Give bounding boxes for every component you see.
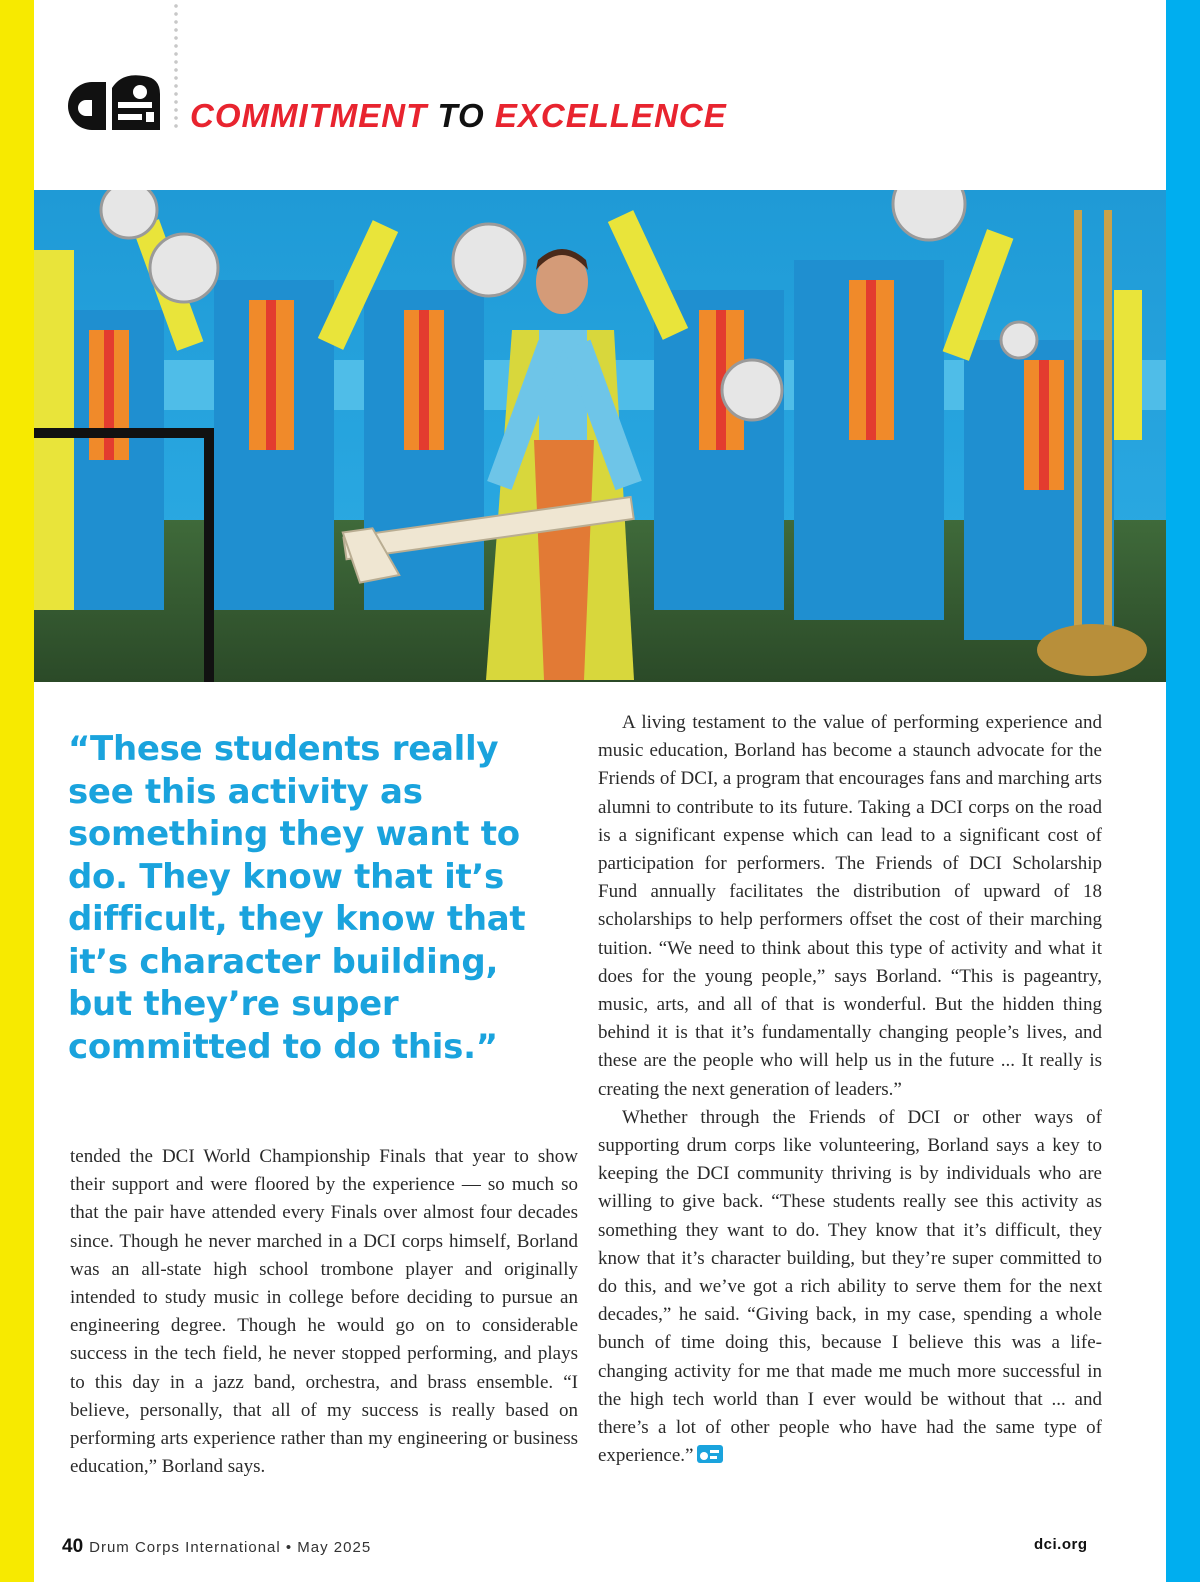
dotted-divider <box>173 2 179 130</box>
headline-word-excellence: EXCELLENCE <box>494 97 727 134</box>
publication-line: Drum Corps International • May 2025 <box>89 1539 372 1556</box>
body-paragraph: tended the DCI World Championship Finals that year to show their support and were floored by the experience — so much so that the pair have attended every Finals over almost four decades since. Though he never marched in a DCI corps himself, Borland was an all-state high school trombone player and originally intended to study music in college before deciding to pursue an engineering degree. Though he would go on to considerable success in the tech field, he never stopped performing, and plays to this day in a jazz band, orchestra, and brass ensemble. “I believe, personally, that all of my success is really based on performing arts experience rather than my engineering or business education,” Borland says. <box>70 1146 578 1478</box>
marching-performers-photo <box>34 190 1166 682</box>
body-paragraph-text: Whether through the Friends of DCI or other ways of supporting drum corps like volunteering, Borland says a key to keeping the DCI community thriving is by individuals who are willing to give back. “These students really see this activity as something they want to do. They know that it’s difficult, they know that it’s character building, but they’re super committed to do this, and we’ve got a rich ability to serve them for the next decades,” he said. “Giving back, in my case, spending a whole bunch of time doing this, because I believe this was a life-changing activity for me that made me much more successful in the high tech world than I ever would be without that ... and there’s a lot of other people who have had the same type of experience.” <box>598 1106 1102 1467</box>
pull-quote: “These students really see this activity as something they want to do. They know that it’s difficult, they know that it’s character building, but they’re super committed to do this.” <box>68 729 526 1067</box>
footer-website: dci.org <box>1034 1536 1088 1553</box>
dci-logo-icon <box>62 68 162 130</box>
article-column-right <box>598 709 1102 1470</box>
headline-word-to: TO <box>437 97 485 134</box>
left-color-bar <box>0 0 34 1582</box>
body-paragraph: A living testament to the value of performing experience and music education, Borland has become a staunch advocate for the Friends of DCI, a program that encourages fans and marching arts alumni to contribute to its future. Taking a DCI corps on the road is a significant expense which can lead to a significant cost of participation for performers. The Friends of DCI Scholarship Fund annually facilitates the distribution of upward of 18 scholarships to help performers offset the cost of their marching tuition. “We need to think about this type of activity and what it does for the young people,” says Borland. “This is pageantry, music, arts, and all of that is wonderful. But the hidden thing behind it is that it’s fundamentally changing people’s lives, and these are the people who will help us in the future ... It really is creating the next generation of leaders.” <box>598 712 1102 1100</box>
page-number: 40 <box>62 1536 84 1557</box>
footer-publication-info <box>62 1536 371 1558</box>
headline-word-commitment: COMMITMENT <box>190 97 428 134</box>
dci-endmark-icon <box>697 1445 723 1463</box>
right-color-bar <box>1166 0 1200 1582</box>
article-column-left <box>70 1143 578 1481</box>
body-paragraph-final <box>598 1104 1102 1471</box>
section-headline <box>190 96 727 136</box>
